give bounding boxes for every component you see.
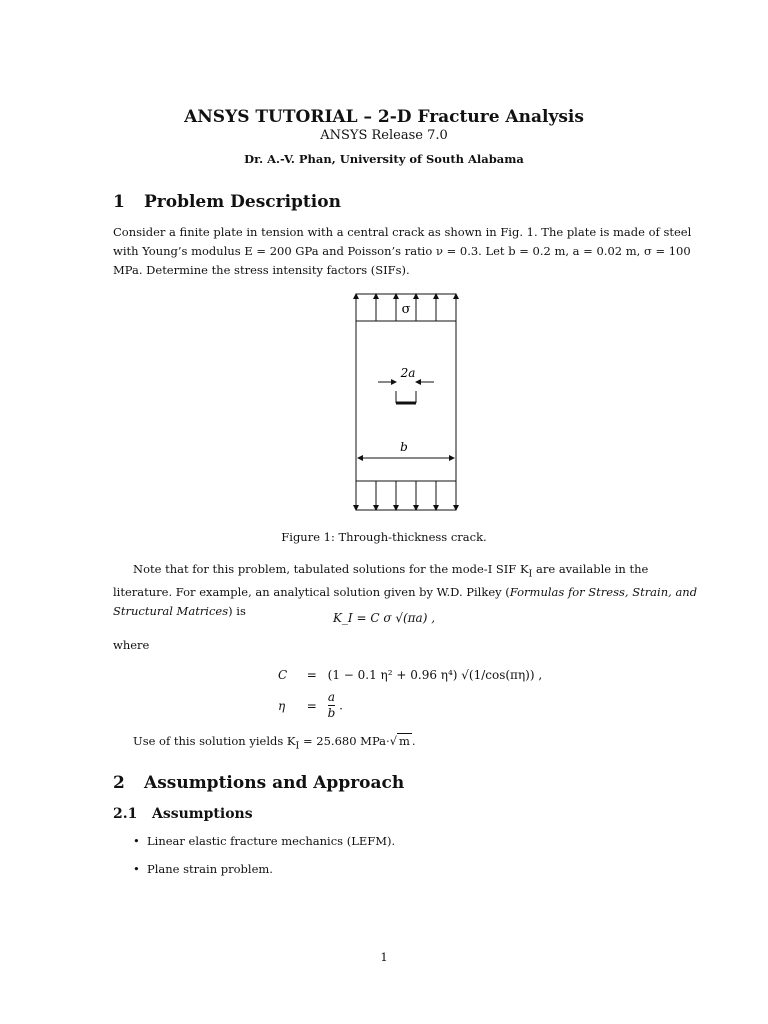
list-item-text: Linear elastic fracture mechanics (LEFM). <box>147 834 396 848</box>
width-label: b <box>400 440 408 454</box>
author-line: Dr. A.-V. Phan, University of South Alabama <box>244 152 524 166</box>
result-sqrt-m: m <box>399 734 410 748</box>
result-end: . <box>411 734 416 748</box>
eq-eta-numerator: a <box>327 690 336 704</box>
bottom-tension-arrows <box>356 481 456 510</box>
list-item-text: Plane strain problem. <box>147 862 273 876</box>
eq-c-lhs: C <box>278 668 288 682</box>
problem-text: Consider a finite plate in tension with a central crack as shown in Fig. 1. The plate is made of steel with Young’s modulus E = 200 GPa and Poisson’s ratio ν = 0.3. Let b = 0.2 m, a = 0.02 m, σ = 100 MPa. Determine the stress intensity factors (SIFs). <box>113 225 692 277</box>
page-number: 1 <box>380 950 388 964</box>
result-line: Use of this solution yields $K_I = 25.680$ MPa·√ m . <box>133 734 416 752</box>
result-text-part2: = 25.680 MPa· <box>299 734 390 748</box>
ki-subscript: I <box>528 568 533 580</box>
result-subscript: I <box>295 740 300 752</box>
result-text-part1: Use of this solution yields K <box>133 734 296 748</box>
bullet-icon: • <box>133 834 140 848</box>
document-title: ANSYS TUTORIAL – 2-D Fracture Analysis <box>184 107 584 127</box>
where-label: where <box>113 638 150 652</box>
section-2-heading <box>113 773 404 793</box>
section-number: 2 <box>113 773 125 793</box>
equation-c <box>278 668 542 682</box>
eq-eta-denominator: b <box>327 706 336 720</box>
subsection-2-1-heading <box>113 806 253 822</box>
eq-eta-fraction <box>328 690 336 721</box>
sigma-label: σ <box>401 302 411 317</box>
crack <box>378 382 434 403</box>
plate-outline <box>356 321 456 481</box>
book-title: Formulas for Stress, Strain, and Structural Matrices <box>113 585 698 619</box>
section-title: Problem Description <box>144 192 341 212</box>
eq-eta-lhs: η <box>278 698 286 713</box>
subsection-title: Assumptions <box>152 806 253 822</box>
eq-eta-equals: = <box>306 698 317 713</box>
literature-text-part2: are available in the literature. For example, an analytical solution given by W.D. Pilkey ( <box>113 562 649 600</box>
literature-text-part3: ) is <box>228 604 246 619</box>
crack-plate-figure <box>340 288 470 518</box>
subsection-number: 2.1 <box>113 806 138 822</box>
eq-c-rhs: (1 − 0.1 η² + 0.96 η⁴) √(1/cos(πη)) , <box>327 668 543 682</box>
section-1-heading <box>113 192 341 212</box>
problem-paragraph <box>113 223 701 280</box>
bullet-icon: • <box>133 862 140 876</box>
crack-length-label: 2a <box>400 366 416 380</box>
section-title: Assumptions and Approach <box>144 773 405 793</box>
figure-caption: Figure 1: Through-thickness crack. <box>281 530 487 544</box>
section-number: 1 <box>113 192 125 212</box>
literature-text-part1: Note that for this problem, tabulated solutions for the mode-I SIF K <box>133 562 529 576</box>
equation-eta: η = $\frac{a}{b}$ . <box>278 690 343 720</box>
main-equation: K_I = C σ √(πa) , <box>332 611 436 625</box>
eq-c-equals: = <box>306 668 317 682</box>
release-subtitle: ANSYS Release 7.0 <box>320 128 448 143</box>
